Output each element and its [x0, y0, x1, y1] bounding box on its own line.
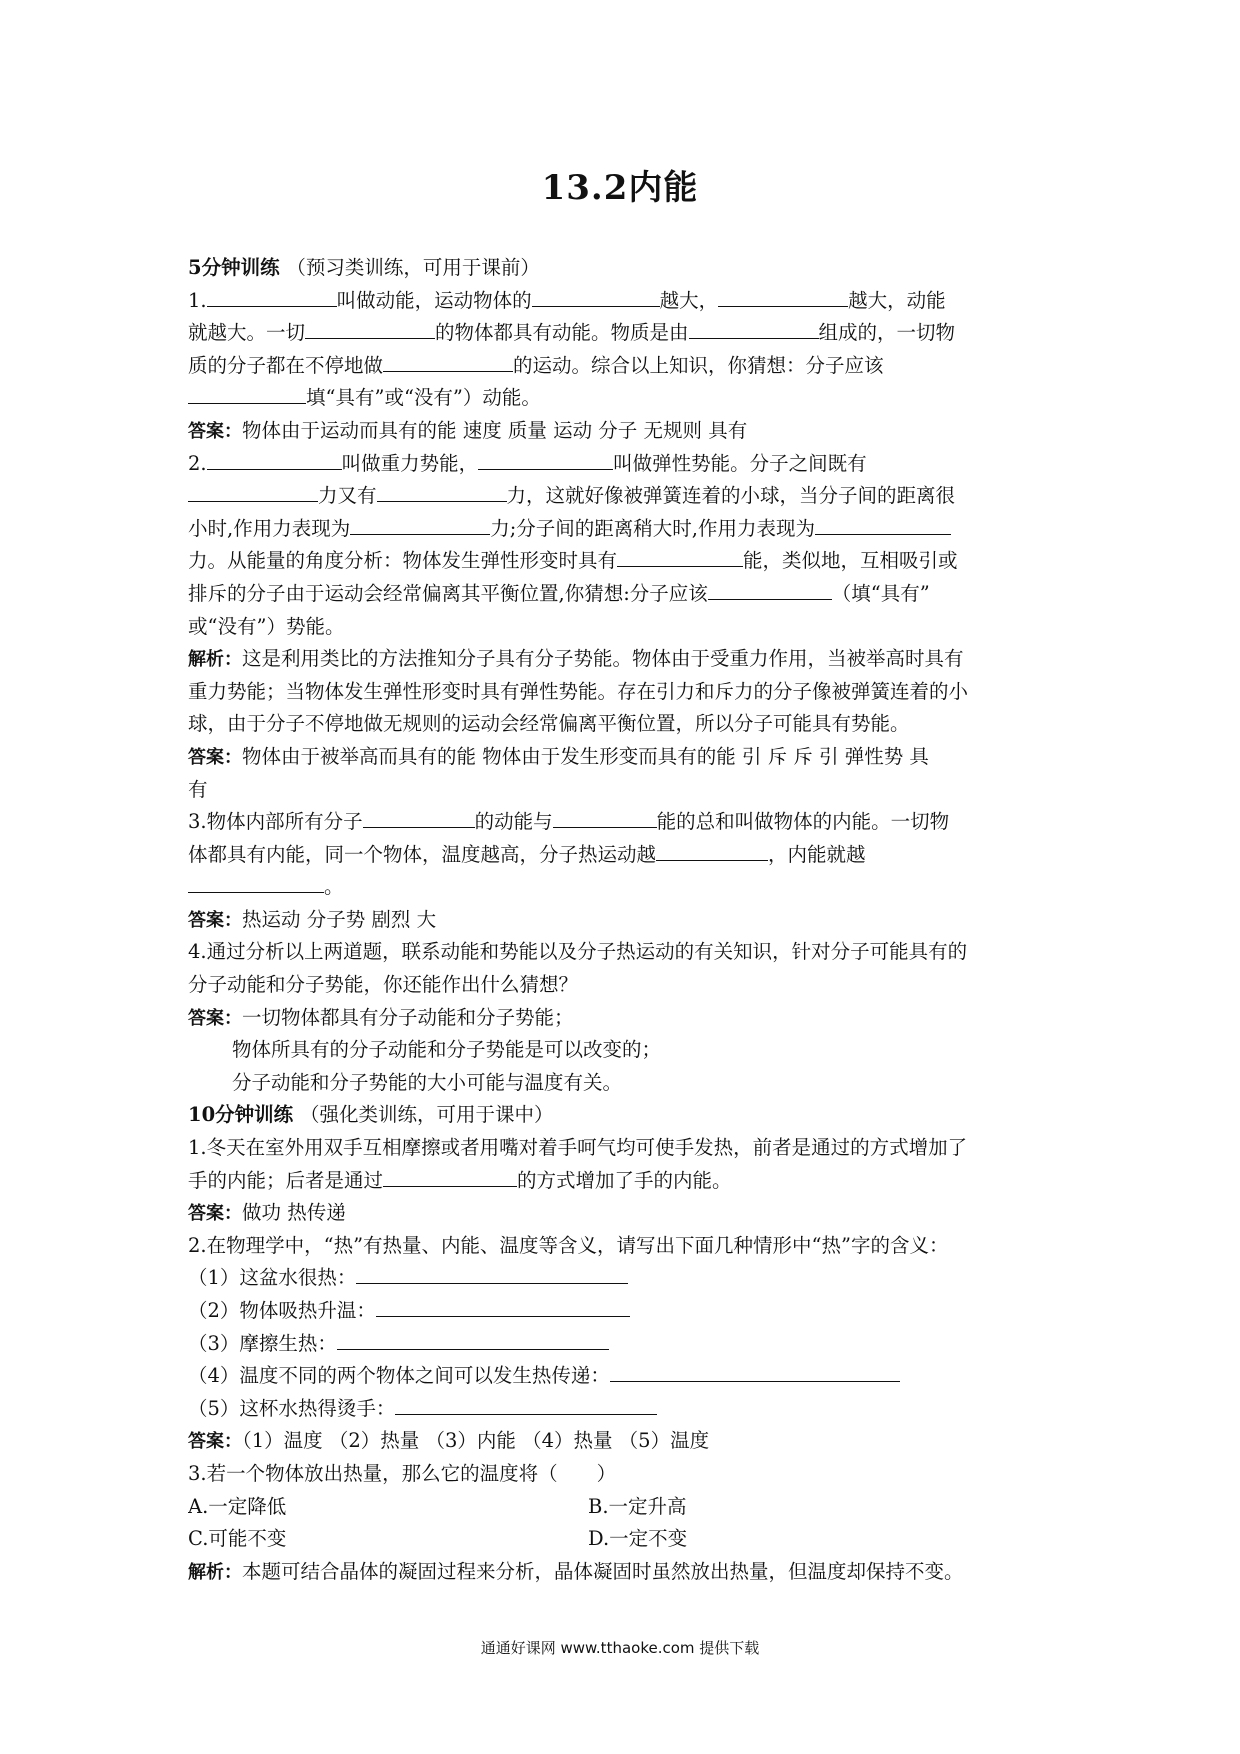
text-span: 力，这就好像被弹簧连着的小球，当分子间的距离很: [506, 484, 956, 508]
section-heading-5min: [188, 252, 1060, 285]
q3-answer: [188, 904, 1060, 937]
option-c: C.可能不变: [188, 1527, 287, 1551]
p3-options-row-1: [188, 1491, 1060, 1524]
blank: [718, 288, 848, 307]
text-span: （4）温度不同的两个物体之间可以发生热传递：: [188, 1364, 610, 1388]
text-span: 质的分子都在不停地做: [188, 353, 384, 377]
p3-question: 3.若一个物体放出热量，那么它的温度将（ ）: [188, 1461, 617, 1485]
text-span: 手的内能；后者是通过: [188, 1168, 384, 1192]
p2-answer: [188, 1425, 1060, 1458]
blank: [363, 809, 475, 828]
q2-analysis-2: 重力势能；当物体发生弹性形变时具有弹性势能。存在引力和斥力的分子像被弹簧连着的小: [188, 679, 969, 703]
text-span: 的运动。综合以上知识，你猜想：分子应该: [513, 353, 884, 377]
text-span: 物体由于运动而具有的能 速度 质量 运动 分子 无规则 具有: [242, 418, 748, 442]
q2-line-3: [188, 513, 1060, 546]
q2-line-5: [188, 578, 1060, 611]
text-span: （3）摩擦生热：: [188, 1331, 337, 1355]
q4-line-2: 分子动能和分子势能，你还能作出什么猜想？: [188, 973, 579, 997]
p2-item-2: [188, 1295, 1060, 1328]
option-d: D.一定不变: [588, 1527, 688, 1551]
text-span: 1.: [188, 288, 207, 312]
p1-line-1: 1.冬天在室外用双手互相摩擦或者用嘴对着手呵气均可使手发热，前者是通过的方式增加了: [188, 1136, 968, 1160]
text-span: 这是利用类比的方法推知分子具有分子势能。物体由于受重力作用，当被举高时具有: [242, 647, 964, 671]
blank: [553, 809, 657, 828]
blank: [188, 874, 324, 893]
q4-line-1: 4.通过分析以上两道题，联系动能和势能以及分子热运动的有关知识，针对分子可能具有的: [188, 940, 968, 964]
text-span: 排斥的分子由于运动会经常偏离其平衡位置,你猜想:分子应该: [188, 581, 708, 605]
blank: [383, 1168, 517, 1187]
p2-item-1: [188, 1262, 1060, 1295]
text-span: 答案：: [188, 1203, 242, 1225]
q4-answer-2: 物体所具有的分子动能和分子势能是可以改变的；: [232, 1038, 662, 1062]
text-span: 答案：: [188, 1431, 242, 1453]
q1-answer: [188, 415, 1060, 448]
page-title: 13.2内能: [541, 168, 699, 208]
blank: [350, 516, 490, 535]
text-span: 3.物体内部所有分子: [188, 810, 363, 834]
text-span: 越大，动能: [848, 288, 946, 312]
p3-analysis: [188, 1556, 1060, 1589]
p2-item-5: [188, 1393, 1060, 1426]
text-span: 的动能与: [474, 810, 553, 834]
text-span: 2.: [188, 451, 207, 475]
text-span: 答案：: [188, 746, 242, 768]
text-span: （2）物体吸热升温：: [188, 1299, 376, 1322]
text-span: 。: [324, 875, 344, 899]
text-span: 热运动 分子势 剧烈 大: [242, 907, 437, 931]
text-span: 力。从能量的角度分析：物体发生弹性形变时具有: [188, 549, 618, 573]
q1-line-3: [188, 350, 1060, 383]
text-span: 答案：: [188, 1007, 242, 1029]
text-span: 叫做弹性势能。分子之间既有: [613, 451, 867, 475]
text-span: 的方式增加了手的内能。: [517, 1168, 732, 1192]
document-body: [188, 252, 1060, 1588]
text-span: ，内能就越: [768, 842, 866, 866]
blank: [356, 1265, 628, 1284]
option-a: A.一定降低: [188, 1494, 287, 1518]
q1-line-1: [188, 285, 1060, 318]
q2-line-4: [188, 545, 1060, 578]
text-span: 小时,作用力表现为: [188, 516, 351, 540]
q2-line-1: [188, 448, 1060, 481]
text-span: 就越大。一切: [188, 321, 306, 345]
p2-intro: 2.在物理学中，“热”有热量、内能、温度等含义，请写出下面几种情形中“热”字的含义：: [188, 1233, 949, 1257]
text-span: 5分钟训练: [188, 256, 280, 279]
q4-answer-3: 分子动能和分子势能的大小可能与温度有关。: [232, 1070, 623, 1094]
blank: [337, 1331, 609, 1350]
q3-line-2: [188, 839, 1060, 872]
text-span: 叫做重力势能，: [341, 451, 479, 475]
p3-options-row-2: [188, 1523, 1060, 1556]
text-span: 叫做动能，运动物体的: [336, 288, 532, 312]
text-span: 的物体都具有动能。物质是由: [435, 321, 689, 345]
text-span: 本题可结合晶体的凝固过程来分析，晶体凝固时虽然放出热量，但温度却保持不变。: [242, 1559, 964, 1583]
text-span: 力;分子间的距离稍大时,作用力表现为: [490, 516, 815, 540]
text-span: 或“没有”）势能。: [188, 614, 345, 638]
blank: [188, 385, 306, 404]
blank: [188, 483, 318, 502]
text-span: （5）这杯水热得烫手：: [188, 1396, 396, 1420]
text-span: 答案：: [188, 420, 242, 442]
section-heading-10min: [188, 1099, 1060, 1132]
text-span: 做功 热传递: [242, 1201, 346, 1225]
blank: [383, 353, 513, 372]
blank: [305, 320, 435, 339]
text-span: （填“具有”: [831, 581, 930, 605]
blank: [708, 581, 832, 600]
blank: [395, 1396, 657, 1415]
text-span: 填“具有”或“没有”）动能。: [306, 386, 541, 410]
q2-line-6: [188, 611, 1060, 644]
blank: [478, 451, 613, 470]
q1-line-2: [188, 317, 1060, 350]
blank: [610, 1363, 900, 1382]
text-span: 一切物体都具有分子动能和分子势能；: [242, 1005, 574, 1029]
q2-answer-1: [188, 741, 1060, 774]
q4-answer-1: [188, 1002, 1060, 1035]
p2-item-4: [188, 1360, 1060, 1393]
p2-item-3: [188, 1328, 1060, 1361]
page-footer: 通通好课网 www.tthaoke.com 提供下载: [480, 1639, 760, 1657]
q1-line-4: [188, 382, 1060, 415]
q3-line-1: [188, 806, 1060, 839]
p1-line-2: [188, 1165, 1060, 1198]
text-span: 力又有: [318, 484, 377, 508]
text-span: （1）这盆水很热：: [188, 1266, 357, 1290]
text-span: 能，类似地，互相吸引或: [743, 549, 958, 573]
text-span: 组成的，一切物: [818, 321, 956, 345]
p1-answer: [188, 1197, 1060, 1230]
option-b: B.一定升高: [588, 1494, 687, 1518]
q2-line-2: [188, 480, 1060, 513]
blank: [377, 483, 507, 502]
text-span: 物体由于被举高而具有的能 物体由于发生形变而具有的能 引 斥 斥 引 弹性势 具: [242, 744, 929, 768]
blank: [617, 548, 743, 567]
blank: [207, 451, 342, 470]
text-span: （预习类训练，可用于课前）: [286, 256, 540, 279]
blank: [656, 842, 768, 861]
blank: [815, 516, 951, 535]
blank: [689, 320, 819, 339]
text-span: （1）温度 （2）热量 （3）内能 （4）热量 （5）温度: [242, 1429, 710, 1453]
text-span: 能的总和叫做物体的内能。一切物: [656, 810, 950, 834]
blank: [207, 288, 337, 307]
q2-answer-2: 有: [188, 777, 208, 801]
q2-analysis-1: [188, 643, 1060, 676]
text-span: （强化类训练，可用于课中）: [299, 1103, 554, 1127]
text-span: 解析：: [188, 649, 242, 671]
q3-line-3: [188, 871, 1060, 904]
q2-analysis-3: 球，由于分子不停地做无规则的运动会经常偏离平衡位置，所以分子可能具有势能。: [188, 712, 910, 736]
text-span: 答案：: [188, 909, 242, 931]
blank: [376, 1298, 630, 1317]
text-span: 体都具有内能，同一个物体，温度越高，分子热运动越: [188, 842, 657, 866]
text-span: 10分钟训练: [188, 1103, 294, 1127]
text-span: 越大，: [659, 288, 719, 312]
blank: [532, 288, 660, 307]
text-span: 解析：: [188, 1561, 242, 1583]
